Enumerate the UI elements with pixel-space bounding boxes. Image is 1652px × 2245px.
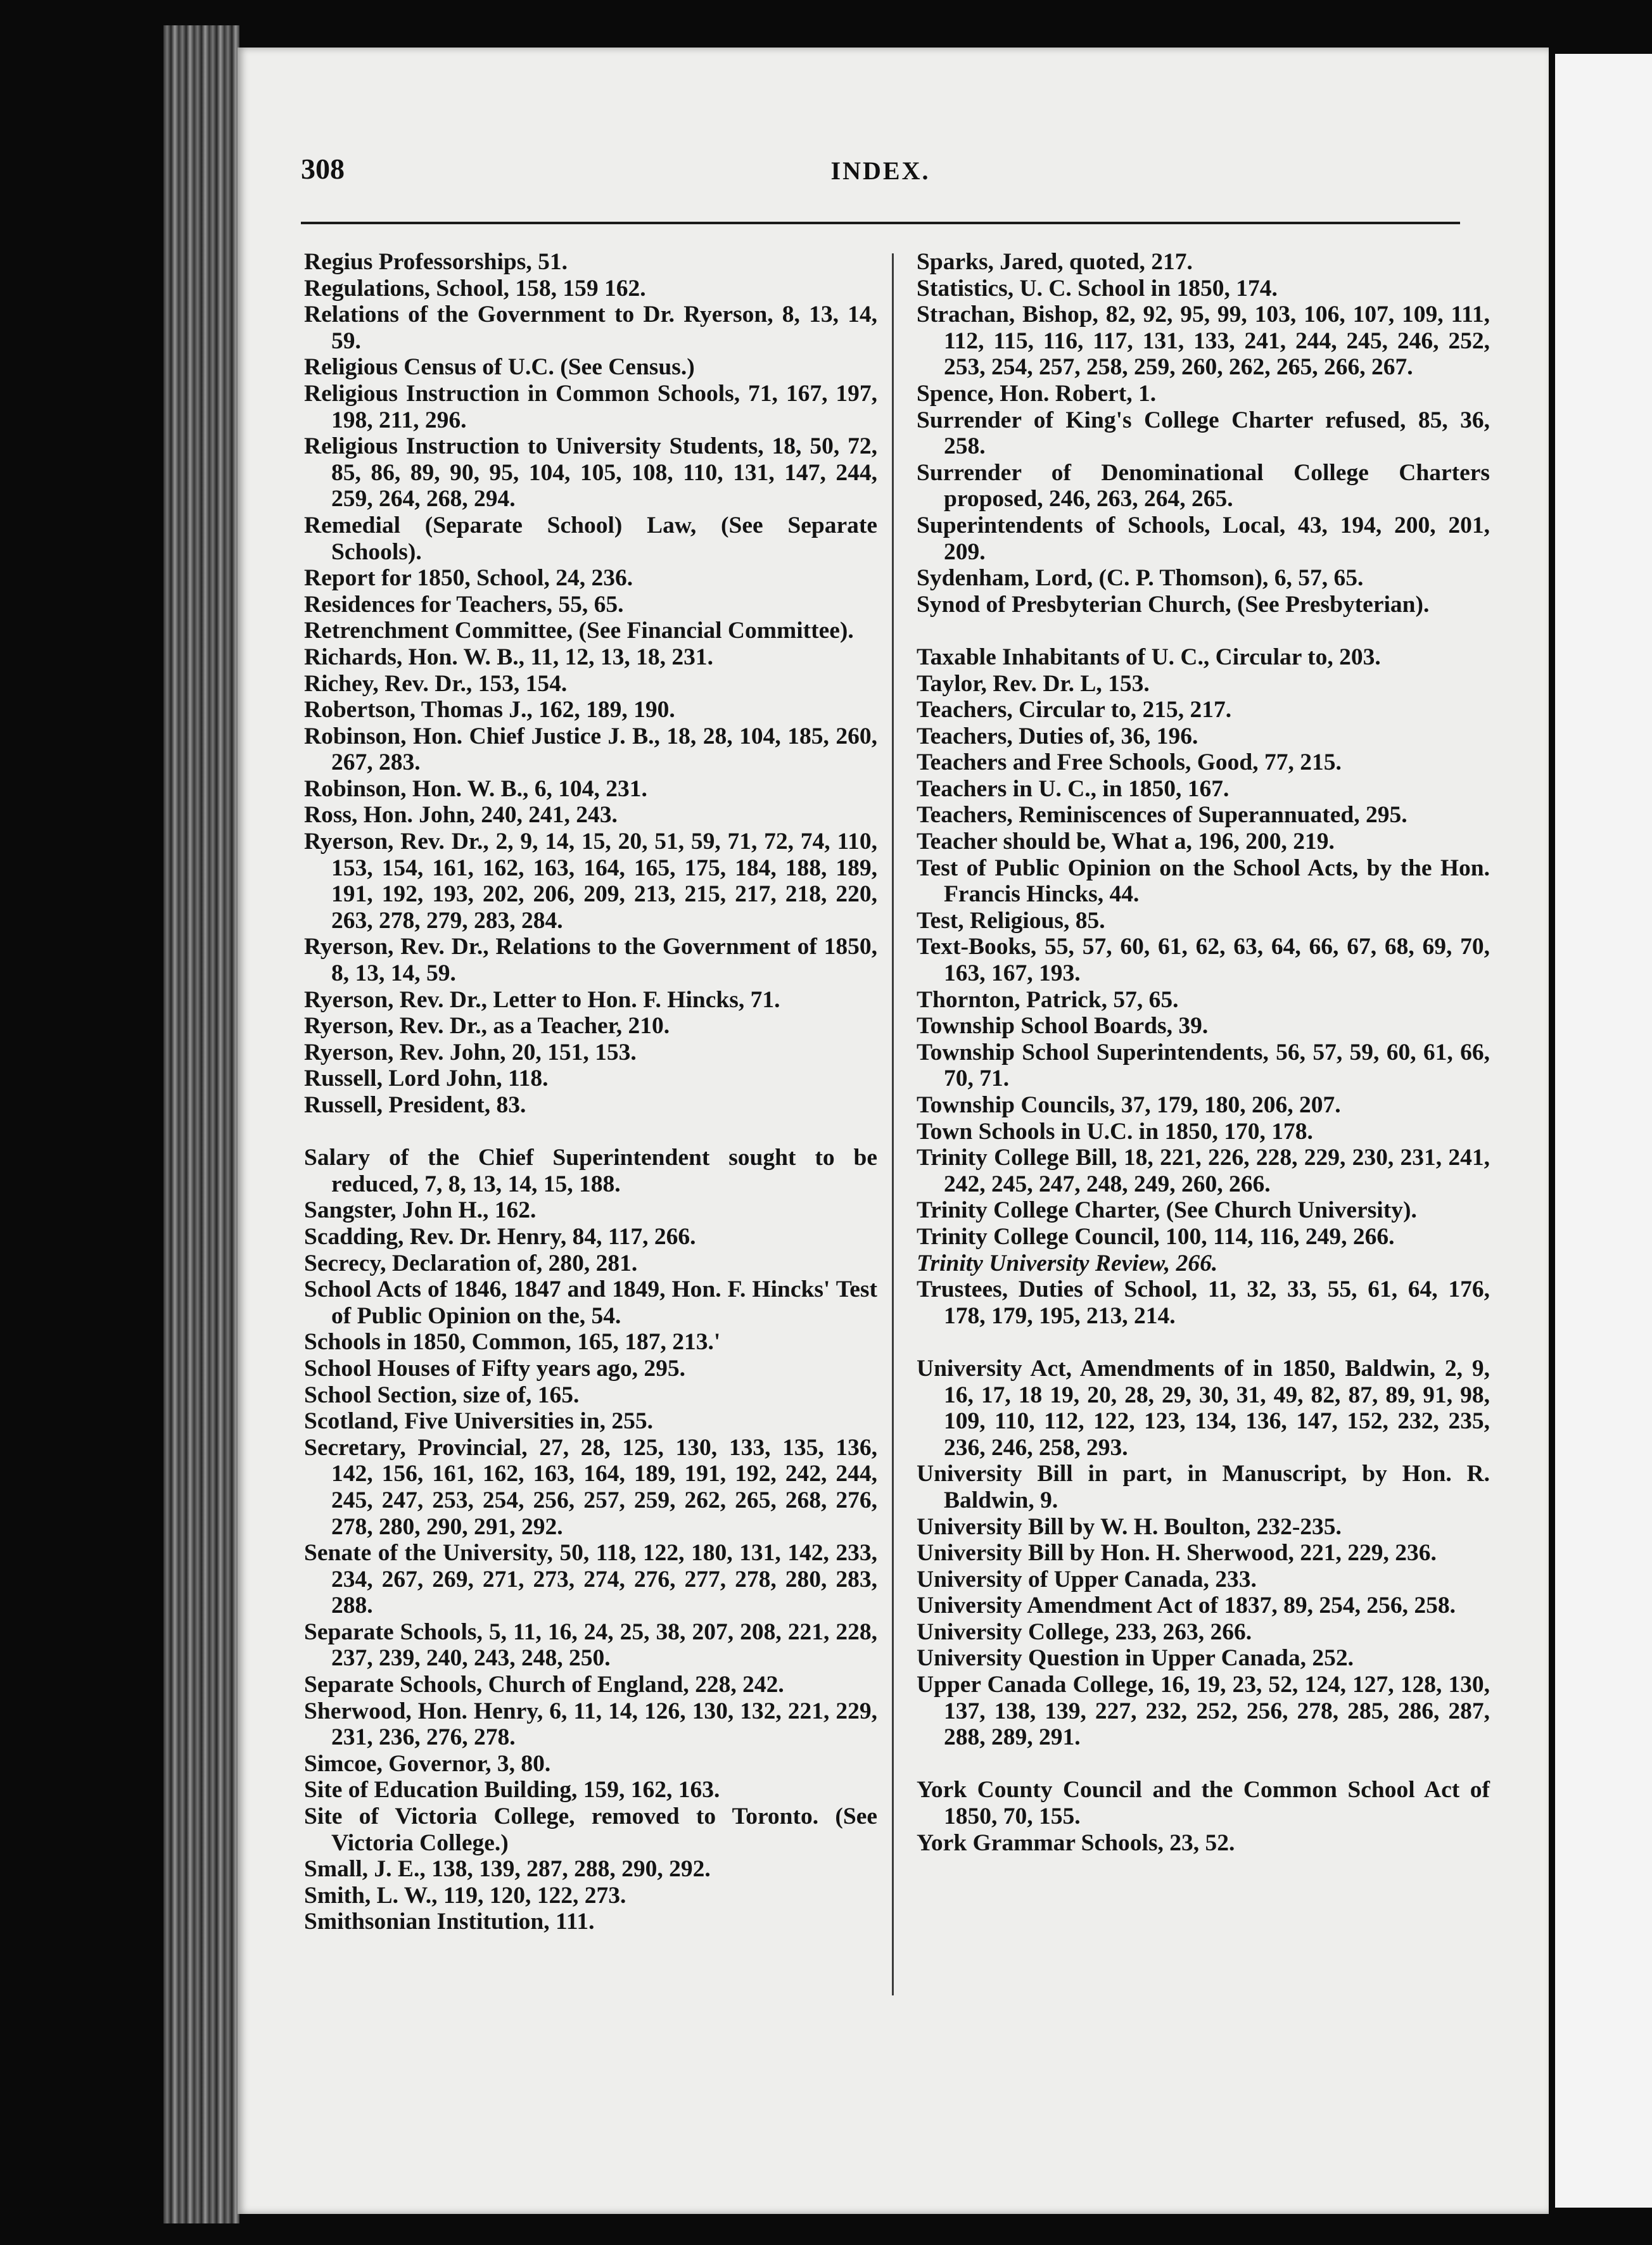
index-entry: University Bill in part, in Manuscript, by Hon. R. Baldwin, 9. [917,1461,1490,1513]
index-entry: Upper Canada College, 16, 19, 23, 52, 124, 127, 128, 130, 137, 138, 139, 227, 232, 252, 256, 278, 285, 286, 287, 288, 289, 291. [917,1672,1490,1751]
running-head: INDEX. [830,156,931,185]
index-entry: Separate Schools, Church of England, 228, 242. [304,1672,784,1698]
index-entry: Town Schools in U.C. in 1850, 170, 178. [917,1118,1313,1145]
index-entry: Ryerson, Rev. Dr., Letter to Hon. F. Hincks, 71. [304,986,780,1013]
index-entry: York County Council and the Common School Act of 1850, 70, 155. [917,1777,1490,1830]
index-entry: School Section, size of, 165. [304,1382,580,1408]
index-entry: Richey, Rev. Dr., 153, 154. [304,670,568,697]
index-entry: Teachers and Free Schools, Good, 77, 215. [917,749,1342,776]
index-entry: Township Councils, 37, 179, 180, 206, 207. [917,1092,1341,1118]
index-entry: Religious Instruction in Common Schools, 71, 167, 197, 198, 211, 296. [304,380,877,433]
column-divider [892,253,894,1995]
index-entry: Sydenham, Lord, (C. P. Thomson), 6, 57, 65. [917,565,1364,592]
index-entry: Teachers, Duties of, 36, 196. [917,723,1198,749]
index-entry: Synod of Presbyterian Church, (See Presbyterian). [917,591,1430,618]
index-entry: Teachers in U. C., in 1850, 167. [917,775,1229,802]
index-entry: Salary of the Chief Superintendent sought to be reduced, 7, 8, 13, 14, 15, 188. [304,1145,877,1197]
index-entry: Sparks, Jared, quoted, 217. [917,249,1193,275]
index-entry: Thornton, Patrick, 57, 65. [917,986,1179,1013]
index-entry: Smith, L. W., 119, 120, 122, 273. [304,1882,626,1909]
index-entry: Township School Boards, 39. [917,1013,1209,1040]
index-entry: Teachers, Circular to, 215, 217. [917,697,1232,723]
index-entry: Ryerson, Rev. Dr., Relations to the Government of 1850, 8, 13, 14, 59. [304,934,877,987]
index-entry: School Houses of Fifty years ago, 295. [304,1355,686,1382]
index-entry: Senate of the University, 50, 118, 122, 180, 131, 142, 233, 234, 267, 269, 271, 273, 274, 276, 277, 278, 280, 283, 288. [304,1540,877,1619]
index-entry: Residences for Teachers, 55, 65. [304,591,624,618]
index-entry: Ryerson, Rev. John, 20, 151, 153. [304,1039,637,1065]
index-entry: Sherwood, Hon. Henry, 6, 11, 14, 126, 130, 132, 221, 229, 231, 236, 276, 278. [304,1698,877,1751]
index-entry: Teachers, Reminiscences of Superannuated, 295. [917,802,1407,829]
index-entry: Site of Victoria College, removed to Toronto. (See Victoria College.) [304,1803,877,1856]
index-entry: University of Upper Canada, 233. [917,1566,1257,1593]
index-entry: Remedial (Separate School) Law, (See Separate Schools). [304,512,877,565]
header-rule [301,222,1460,224]
index-entry: Smithsonian Institution, 111. [304,1909,595,1935]
index-entry: Test of Public Opinion on the School Acts, by the Hon. Francis Hincks, 44. [917,855,1490,908]
index-entry: Sangster, John H., 162. [304,1197,537,1224]
section-gap [917,1751,1490,1778]
index-entry: Surrender of King's College Charter refused, 85, 36, 258. [917,407,1490,460]
index-entry: Test, Religious, 85. [917,907,1105,934]
index-entry: Retrenchment Committee, (See Financial Committee). [304,618,854,644]
index-entry: Robinson, Hon. W. B., 6, 104, 231. [304,775,647,802]
index-entry: Robinson, Hon. Chief Justice J. B., 18, 28, 104, 185, 260, 267, 283. [304,723,877,776]
index-entry: Ryerson, Rev. Dr., as a Teacher, 210. [304,1013,670,1040]
index-entry: Taxable Inhabitants of U. C., Circular to, 203. [917,644,1381,670]
book-page-edges [163,25,239,2223]
index-entry: Spence, Hon. Robert, 1. [917,380,1157,407]
index-entry: Richards, Hon. W. B., 11, 12, 13, 18, 231. [304,644,713,670]
index-entry: University College, 233, 263, 266. [917,1619,1252,1645]
index-entry: University Bill by W. H. Boulton, 232-235. [917,1513,1342,1540]
index-entry: Religious Census of U.C. (See Census.) [304,354,695,381]
index-entry: York Grammar Schools, 23, 52. [917,1829,1235,1856]
index-entry: Relations of the Government to Dr. Ryerson, 8, 13, 14, 59. [304,302,877,354]
index-entry: Regius Professorships, 51. [304,249,568,275]
index-entry: Secretary, Provincial, 27, 28, 125, 130, 133, 135, 136, 142, 156, 161, 162, 163, 164, 189, 191, 192, 242, 244, 245, 247, 253, 254, 256, 257, 259, 262, 265, 268, 276, 278, 280, 290, 291, 292. [304,1434,877,1540]
index-entry: Text-Books, 55, 57, 60, 61, 62, 63, 64, 66, 67, 68, 69, 70, 163, 167, 193. [917,934,1490,987]
index-entry: Simcoe, Governor, 3, 80. [304,1750,551,1777]
index-entry: Robertson, Thomas J., 162, 189, 190. [304,697,675,723]
index-entry: Scotland, Five Universities in, 255. [304,1408,654,1435]
index-entry: Small, J. E., 138, 139, 287, 288, 290, 292. [304,1856,711,1883]
index-entry: Trinity College Council, 100, 114, 116, 249, 266. [917,1223,1395,1250]
index-entry: Ryerson, Rev. Dr., 2, 9, 14, 15, 20, 51, 59, 71, 72, 74, 110, 153, 154, 161, 162, 163, 164, 165, 175, 184, 188, 189, 191, 192, 193, 202, 206, 209, 213, 215, 217, 218, 220, 263, 278, 279, 283, 284. [304,829,877,934]
index-entry: Statistics, U. C. School in 1850, 174. [917,275,1278,302]
index-entry: Township School Superintendents, 56, 57, 59, 60, 61, 66, 70, 71. [917,1039,1490,1092]
index-entry: Site of Education Building, 159, 162, 163. [304,1777,720,1803]
index-page [238,48,1549,2214]
index-entry: Trinity College Charter, (See Church University). [917,1197,1417,1224]
index-entry: School Acts of 1846, 1847 and 1849, Hon. F. Hincks' Test of Public Opinion on the, 54. [304,1276,877,1329]
index-entry: University Act, Amendments of in 1850, Baldwin, 2, 9, 16, 17, 18 19, 20, 28, 29, 30, 31, 49, 82, 87, 89, 91, 98, 109, 110, 112, 122, 123, 134, 136, 147, 152, 232, 235, 236, 246, 258, 293. [917,1355,1490,1461]
section-gap [917,1329,1490,1356]
index-column-left [304,249,877,1935]
index-entry: Russell, Lord John, 118. [304,1065,549,1092]
page-number: 308 [301,153,345,185]
index-entry: Religious Instruction to University Students, 18, 50, 72, 85, 86, 89, 90, 95, 104, 105, 108, 110, 131, 147, 244, 259, 264, 268, 294. [304,433,877,512]
index-entry: University Amendment Act of 1837, 89, 254, 256, 258. [917,1593,1456,1619]
index-entry: Separate Schools, 5, 11, 16, 24, 25, 38, 207, 208, 221, 228, 237, 239, 240, 243, 248, 250. [304,1619,877,1672]
index-column-right [917,249,1490,1856]
index-entry: Trinity College Bill, 18, 221, 226, 228, 229, 230, 231, 241, 242, 245, 247, 248, 249, 260, 266. [917,1145,1490,1197]
index-entry: Surrender of Denominational College Charters proposed, 246, 263, 264, 265. [917,459,1490,512]
section-gap [917,618,1490,644]
index-entry: Ross, Hon. John, 240, 241, 243. [304,802,618,829]
index-entry: Superintendents of Schools, Local, 43, 194, 200, 201, 209. [917,512,1490,565]
index-entry: University Question in Upper Canada, 252. [917,1645,1354,1672]
page-header [301,152,1460,196]
index-entry: Secrecy, Declaration of, 280, 281. [304,1250,638,1276]
index-entry: Russell, President, 83. [304,1092,526,1118]
index-entry: Scadding, Rev. Dr. Henry, 84, 117, 266. [304,1223,696,1250]
index-entry: Taylor, Rev. Dr. L, 153. [917,670,1150,697]
index-entry: Strachan, Bishop, 82, 92, 95, 99, 103, 106, 107, 109, 111, 112, 115, 116, 117, 131, 133, 241, 244, 245, 246, 252, 253, 254, 257, 258, 259, 260, 262, 265, 266, 267. [917,302,1490,381]
section-gap [304,1119,877,1145]
facing-page-edge [1555,54,1652,2208]
index-entry: Report for 1850, School, 24, 236. [304,565,633,592]
index-entry: Schools in 1850, Common, 165, 187, 213.' [304,1329,721,1356]
index-entry: Regulations, School, 158, 159 162. [304,275,646,302]
index-entry: Trinity University Review, 266. [917,1250,1218,1276]
index-entry: Trustees, Duties of School, 11, 32, 33, 55, 61, 64, 176, 178, 179, 195, 213, 214. [917,1276,1490,1329]
index-entry: University Bill by Hon. H. Sherwood, 221, 229, 236. [917,1540,1437,1567]
index-entry: Teacher should be, What a, 196, 200, 219. [917,829,1335,855]
